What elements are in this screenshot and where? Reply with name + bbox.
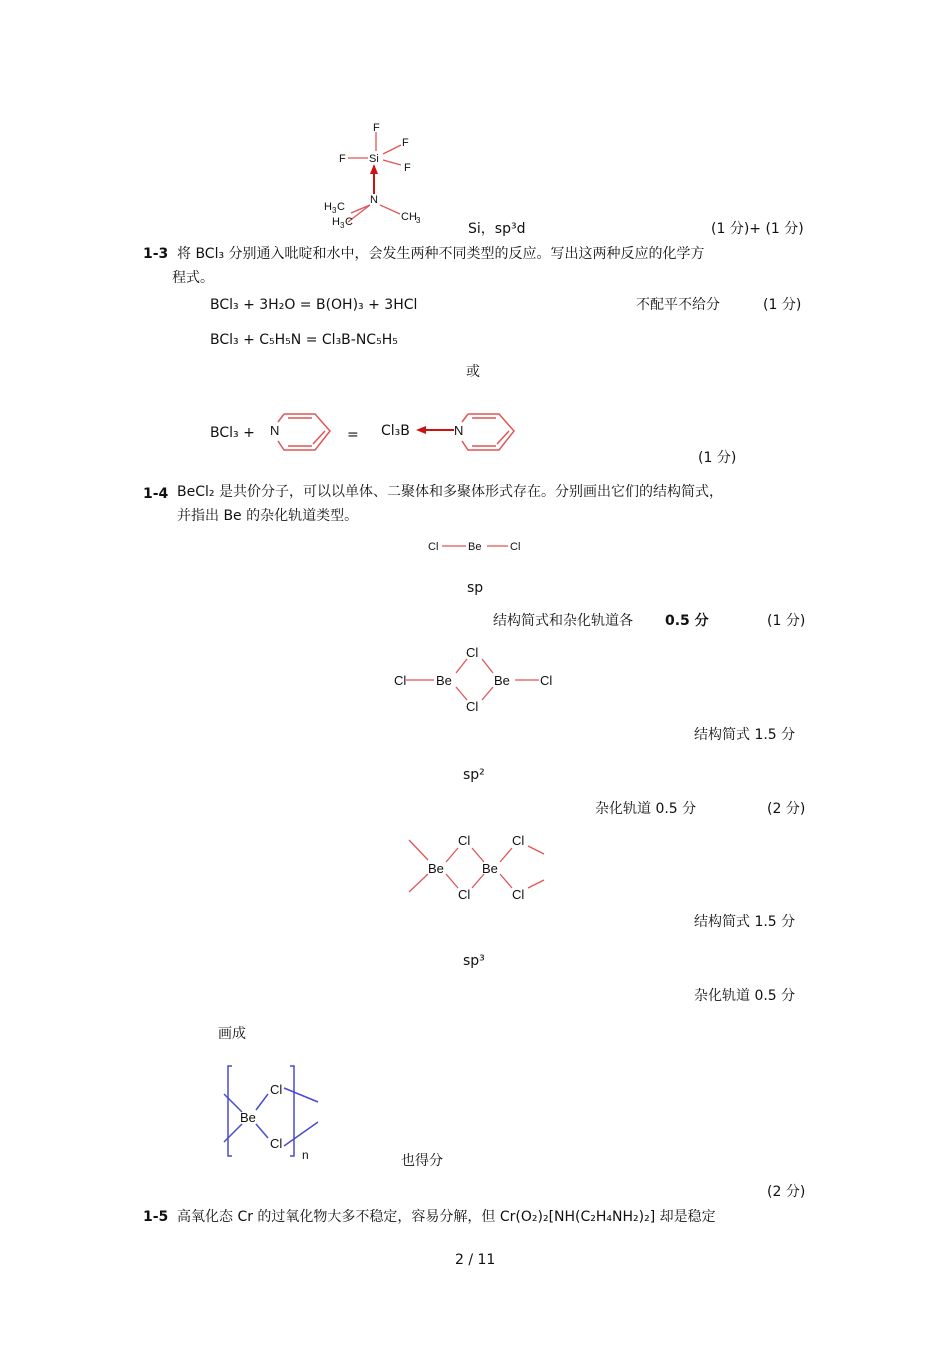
poly-be-1: Be [428, 861, 444, 876]
total-score-1-4: (2 分) [767, 1184, 806, 1200]
poly-cl-bottom-2: Cl [512, 887, 525, 902]
mono-note: 结构简式和杂化轨道各 [493, 613, 633, 629]
atom-f-top: F [373, 122, 380, 134]
or-label: 或 [466, 364, 480, 380]
question-text-1-4-cont: 并指出 Be 的杂化轨道类型。 [177, 508, 359, 524]
mono-cl-2: Cl [510, 541, 521, 553]
pyridine-n-2: N [454, 423, 464, 438]
mono-cl-1: Cl [428, 541, 439, 553]
dimer-cl-bottom: Cl [466, 699, 479, 714]
question-text-1-3-cont: 程式。 [172, 270, 214, 286]
question-number-1-5: 1-5 [143, 1209, 169, 1225]
methyl-1-h: H [324, 201, 332, 213]
poly-cl-top-1: Cl [458, 833, 471, 848]
equation-hydrolysis: BCl₃ + 3H₂O = B(OH)₃ + 3HCl [210, 297, 418, 313]
mono-score: (1 分) [767, 613, 806, 629]
becl2-monomer [426, 536, 526, 556]
score-eq1: (1 分) [763, 297, 802, 313]
methyl-2-c: C [345, 216, 353, 228]
poly-hybrid: sp³ [463, 953, 485, 969]
alt-cl-top: Cl [270, 1082, 283, 1097]
atom-f-right2: F [404, 162, 411, 174]
dimer-be-1: Be [436, 673, 452, 688]
mono-note-score: 0.5 分 [665, 613, 709, 629]
score-eq3: (1 分) [698, 450, 737, 466]
poly-hyb-score: 杂化轨道 0.5 分 [694, 988, 796, 1004]
atom-n: N [370, 194, 378, 206]
note-balance: 不配平不给分 [636, 297, 720, 313]
alt-note: 也得分 [401, 1153, 443, 1169]
dimer-hybrid: sp² [463, 767, 485, 783]
mono-hybrid: sp [467, 580, 484, 596]
dimer-cl-top: Cl [466, 645, 479, 660]
equation-adduct: BCl₃ + C₅H₅N = Cl₃B-NC₅H₅ [210, 332, 398, 348]
dimer-cl-right: Cl [540, 673, 553, 688]
becl2-polymer [404, 830, 554, 906]
methyl-2-sub: 3 [340, 221, 345, 230]
poly-be-2: Be [482, 861, 498, 876]
alt-be: Be [240, 1110, 256, 1125]
atom-si: Si [369, 153, 379, 165]
dimer-cl-left: Cl [394, 673, 407, 688]
answer-si-hybrid: Si，sp³d [468, 221, 526, 237]
atom-f-left: F [339, 153, 346, 165]
poly-struct-score: 结构简式 1.5 分 [694, 914, 796, 930]
question-text-1-4: BeCl₂ 是共价分子，可以以单体、二聚体和多聚体形式存在。分别画出它们的结构简式， [177, 484, 723, 500]
dimer-be-2: Be [494, 673, 510, 688]
question-number-1-4: 1-4 [143, 486, 169, 502]
sif4-nme3-structure [318, 118, 428, 230]
eq3-reactant: BCl₃ + [210, 425, 255, 441]
alt-cl-bottom: Cl [270, 1136, 283, 1151]
methyl-1-c: C [337, 201, 345, 213]
poly-cl-top-2: Cl [512, 833, 525, 848]
page-number: 2 / 11 [455, 1252, 496, 1268]
mono-be: Be [468, 541, 482, 553]
eq3-equals: = [347, 427, 359, 443]
question-text-1-3: 将 BCl₃ 分别通入吡啶和水中，会发生两种不同类型的反应。写出这两种反应的化学方 [177, 246, 705, 262]
dimer-struct-score: 结构简式 1.5 分 [694, 727, 796, 743]
pyridine-n-1: N [270, 423, 280, 438]
pyridine-ring-1 [266, 404, 336, 460]
poly-cl-bottom-1: Cl [458, 887, 471, 902]
becl2-polymer-bracket [218, 1062, 328, 1162]
atom-f-right1: F [402, 137, 409, 149]
becl2-dimer [390, 640, 560, 718]
methyl-3-ch: CH [401, 211, 417, 223]
alt-label: 画成 [218, 1026, 246, 1042]
question-number-1-3: 1-3 [143, 246, 169, 262]
dimer-score: (2 分) [767, 801, 806, 817]
methyl-2-h: H [332, 216, 340, 228]
score-1-2: (1 分)+ (1 分) [711, 221, 804, 237]
eq3-product-cl3b: Cl₃B [381, 423, 410, 439]
alt-n-subscript: n [302, 1148, 309, 1162]
methyl-1-sub: 3 [332, 206, 337, 215]
dimer-hyb-score: 杂化轨道 0.5 分 [595, 801, 697, 817]
methyl-3-sub: 3 [416, 216, 421, 225]
question-text-1-5: 高氧化态 Cr 的过氧化物大多不稳定，容易分解，但 Cr(O₂)₂[NH(C₂H₄NH₂)₂] 却是稳定 [177, 1209, 716, 1225]
pyridine-ring-2 [450, 404, 520, 460]
